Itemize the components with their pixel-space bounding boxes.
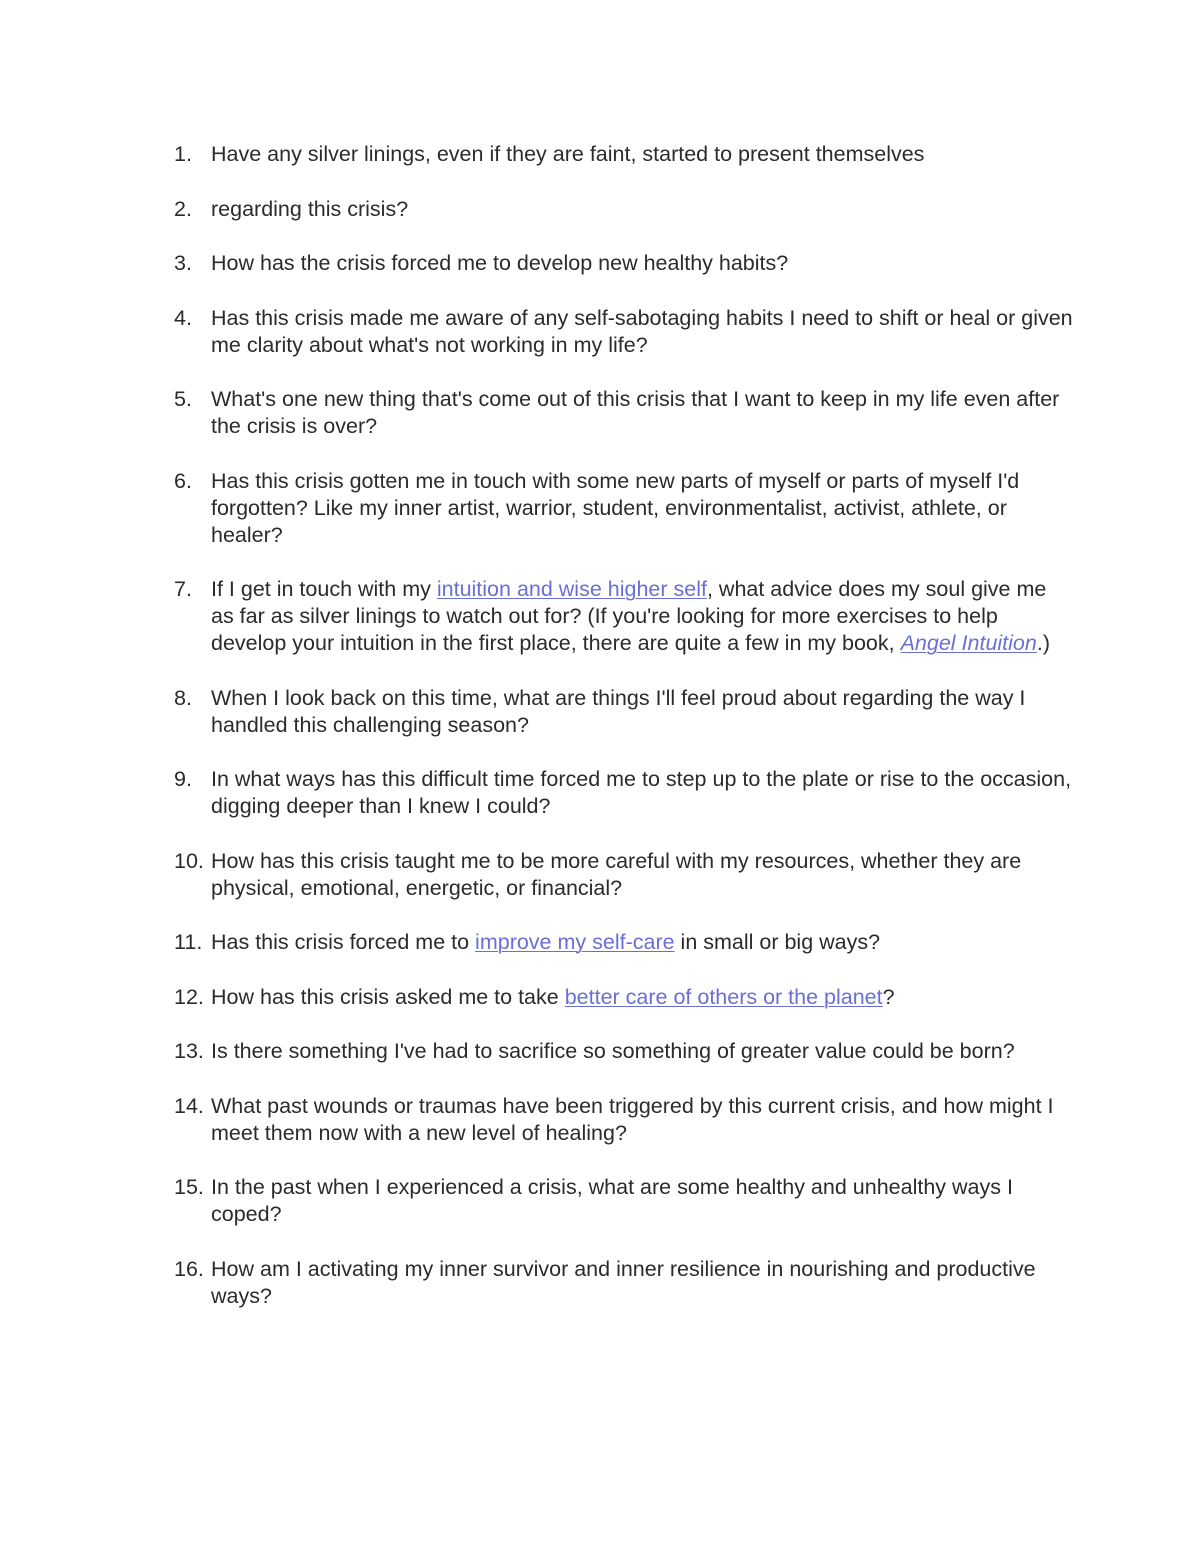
question-text bbox=[211, 305, 1074, 359]
question-number: 8. bbox=[174, 685, 192, 710]
question-text-segment: When I look back on this time, what are things I'll feel proud about regarding the way I handled this challenging season? bbox=[211, 685, 1026, 737]
intuition-and-wise-higher-self-link[interactable]: intuition and wise higher self bbox=[436, 577, 707, 601]
question-item bbox=[174, 1256, 1074, 1310]
question-text-segment: ? bbox=[882, 984, 895, 1009]
question-text-segment: regarding this crisis? bbox=[211, 196, 409, 221]
better-care-of-others-or-the-planet-link[interactable]: better care of others or the planet bbox=[564, 984, 883, 1009]
question-item bbox=[174, 1038, 1074, 1065]
question-text-segment: Has this crisis made me aware of any self-sabotaging habits I need to shift or heal or given me clarity about what's not working in my life? bbox=[211, 305, 1073, 357]
question-item bbox=[174, 984, 1074, 1011]
question-item bbox=[174, 929, 1074, 956]
question-number: 12. bbox=[174, 984, 204, 1009]
question-text bbox=[211, 468, 1074, 549]
question-text-segment: How has the crisis forced me to develop new healthy habits? bbox=[211, 251, 789, 275]
question-text bbox=[211, 196, 1074, 223]
question-item bbox=[174, 141, 1074, 168]
question-text-segment: What's one new thing that's come out of this crisis that I want to keep in my life even after the crisis is over? bbox=[211, 387, 1060, 438]
question-number: 9. bbox=[174, 767, 192, 791]
question-text-segment: , what advice does my soul give me as far as silver linings to watch out for? (If you're looking for more exercises to help develop your intuition in the first place, there are quite a few in my book, bbox=[211, 577, 1047, 655]
question-number: 14. bbox=[174, 1093, 204, 1118]
question-text bbox=[211, 685, 1074, 739]
question-item bbox=[174, 250, 1074, 277]
question-text bbox=[211, 1256, 1074, 1310]
question-text-segment: .) bbox=[1036, 631, 1050, 655]
question-text-segment: In the past when I experienced a crisis, what are some healthy and unhealthy ways I coped? bbox=[211, 1175, 1013, 1226]
question-text bbox=[211, 386, 1074, 440]
question-number: 3. bbox=[174, 251, 192, 275]
improve-my-self-care-link[interactable]: improve my self-care bbox=[475, 930, 675, 954]
question-number: 10. bbox=[174, 848, 204, 873]
question-item bbox=[174, 1174, 1074, 1228]
question-text-segment: Is there something I've had to sacrifice so something of greater value could be born? bbox=[211, 1039, 1015, 1063]
question-item bbox=[174, 766, 1074, 820]
question-text-segment: What past wounds or traumas have been triggered by this current crisis, and how might I meet them now with a new level of healing? bbox=[211, 1093, 1054, 1145]
question-number: 11. bbox=[174, 930, 203, 954]
question-item bbox=[174, 685, 1074, 739]
question-text bbox=[211, 1038, 1074, 1065]
question-text bbox=[211, 141, 1074, 168]
question-text-segment: How am I activating my inner survivor and inner resilience in nourishing and productive ways? bbox=[211, 1256, 1036, 1308]
question-text bbox=[211, 576, 1074, 657]
question-item bbox=[174, 848, 1074, 902]
question-item bbox=[174, 196, 1074, 223]
question-text-segment: Has this crisis gotten me in touch with some new parts of myself or parts of myself I'd forgotten? Like my inner artist, warrior, student, environmentalist, activist, athlete, or healer? bbox=[211, 468, 1020, 547]
question-number: 13. bbox=[174, 1039, 204, 1063]
question-text-segment: in small or big ways? bbox=[674, 930, 881, 954]
question-text bbox=[211, 984, 1074, 1011]
question-text-segment: In what ways has this difficult time forced me to step up to the plate or rise to the occasion, digging deeper than I knew I could? bbox=[211, 767, 1072, 818]
question-text-segment: Has this crisis forced me to bbox=[211, 930, 476, 954]
question-number: 6. bbox=[174, 468, 192, 493]
question-text bbox=[211, 1174, 1074, 1228]
question-text bbox=[211, 848, 1074, 902]
question-number: 5. bbox=[174, 387, 192, 411]
question-text-segment: How has this crisis taught me to be more careful with my resources, whether they are physical, emotional, energetic, or financial? bbox=[211, 848, 1022, 900]
angel-intuition-link[interactable]: Angel Intuition bbox=[900, 631, 1037, 655]
question-item bbox=[174, 386, 1074, 440]
question-text bbox=[211, 1093, 1074, 1147]
question-text bbox=[211, 929, 1074, 956]
question-number: 15. bbox=[174, 1175, 204, 1199]
question-item bbox=[174, 305, 1074, 359]
question-text-segment: Have any silver linings, even if they are faint, started to present themselves bbox=[211, 142, 925, 166]
question-number: 4. bbox=[174, 305, 192, 330]
question-text-segment: If I get in touch with my bbox=[211, 577, 437, 601]
question-number: 7. bbox=[174, 577, 192, 601]
question-text bbox=[211, 250, 1074, 277]
question-number: 1. bbox=[174, 142, 192, 166]
question-list bbox=[174, 141, 1074, 1337]
question-number: 2. bbox=[174, 196, 192, 221]
question-number: 16. bbox=[174, 1256, 204, 1281]
question-item bbox=[174, 468, 1074, 549]
question-text-segment: How has this crisis asked me to take bbox=[211, 984, 565, 1009]
question-text bbox=[211, 766, 1074, 820]
question-item bbox=[174, 576, 1074, 657]
question-item bbox=[174, 1093, 1074, 1147]
